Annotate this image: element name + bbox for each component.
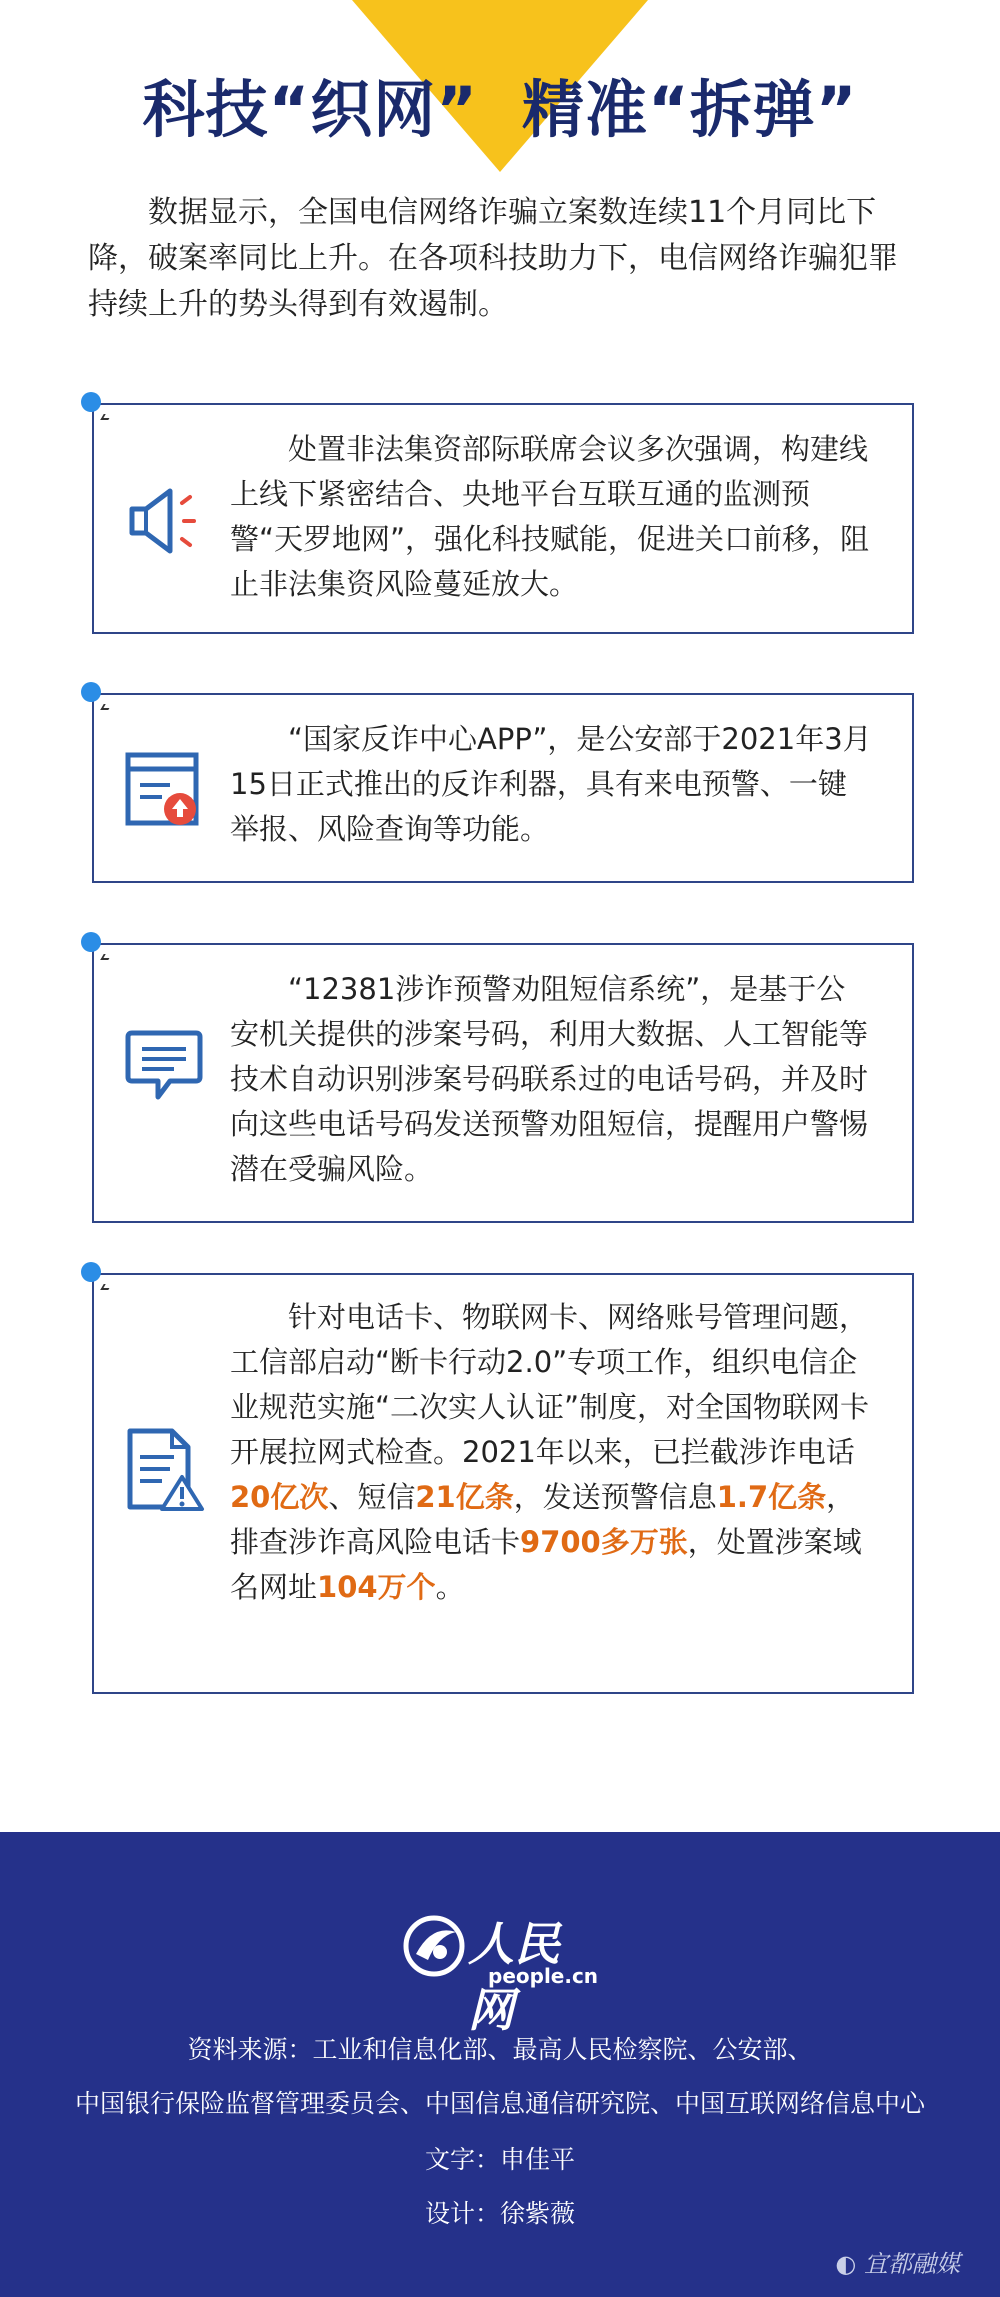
- app-upload-icon: [122, 749, 208, 833]
- watermark-icon: ◐: [835, 2250, 857, 2278]
- writer-credit: 文字：申佳平: [424, 2145, 575, 2174]
- title-part-2: 精准“拆弹”: [522, 73, 858, 146]
- card-bullet-tick: [100, 414, 111, 420]
- card-bullet-dot: [81, 392, 101, 412]
- card-bullet-tick: [100, 704, 111, 710]
- card-bullet-dot: [81, 932, 101, 952]
- highlight-statistic: 1.7亿条: [716, 1480, 827, 1514]
- megaphone-icon: [122, 479, 206, 563]
- footer: [0, 1832, 1000, 2297]
- people-cn-logo: [402, 1914, 602, 2037]
- designer-credit: 设计：徐紫薇: [424, 2199, 575, 2228]
- sources-line-2: 中国银行保险监督管理委员会、中国信息通信研究院、中国互联网络信息中心: [74, 2089, 925, 2118]
- logo-text: 人民网: [468, 1917, 560, 2037]
- card-bullet-tick: [100, 1284, 111, 1290]
- card-bullet-tick: [100, 954, 111, 960]
- card-text: [230, 1295, 874, 1610]
- card-text: 处置非法集资部际联席会议多次强调，构建线上线下紧密结合、央地平台互联互通的监测预警“天罗地网”，强化科技赋能，促进关口前移，阻止非法集资风险蔓延放大。: [230, 432, 870, 601]
- logo-domain: people.cn: [488, 1964, 599, 1988]
- highlight-statistic: 104万个: [317, 1570, 436, 1604]
- card-text: “国家反诈中心APP”，是公安部于2021年3月15日正式推出的反诈利器，具有来电预警、一键举报、风险查询等功能。: [230, 722, 872, 846]
- message-bubble-icon: [122, 1025, 208, 1111]
- highlight-statistic: 21亿条: [415, 1480, 514, 1514]
- card-text-segment: 针对电话卡、物联网卡、网络账号管理问题，工信部启动“断卡行动2.0”专项工作，组织电信企业规范实施“二次实人认证”制度，对全国物联网卡开展拉网式检查。2021年以来，已拦截涉诈电话: [230, 1300, 870, 1469]
- page-title: [0, 60, 1000, 149]
- sources-line-1: 资料来源：工业和信息化部、最高人民检察院、公安部、: [187, 2035, 813, 2064]
- people-cn-logo-emblem: [402, 1914, 466, 1978]
- card-text-segment: ，处置涉案域名网址: [230, 1525, 862, 1604]
- watermark: [835, 2244, 960, 2279]
- info-card-illegal-fundraising: [92, 403, 914, 634]
- card-text: “12381涉诈预警劝阻短信系统”，是基于公安机关提供的涉案号码，利用大数据、人工智能等技术自动识别涉案号码联系过的电话号码，并及时向这些电话号码发送预警劝阻短信，提醒用户警惕潜在受骗风险。: [230, 972, 869, 1186]
- watermark-text: 宜都融媒: [864, 2250, 960, 2278]
- card-bullet-dot: [81, 682, 101, 702]
- document-warning-icon: [122, 1425, 208, 1515]
- card-text-segment: 。: [435, 1570, 465, 1604]
- info-card-sms-warning-system: [92, 943, 914, 1223]
- intro-paragraph: 数据显示，全国电信网络诈骗立案数连续11个月同比下降，破案率同比上升。在各项科技助力下，电信网络诈骗犯罪持续上升的势头得到有效遏制。: [88, 195, 898, 322]
- card-text-segment: ，排查涉诈高风险电话卡: [230, 1480, 856, 1559]
- info-card-card-cutting-operation: [92, 1273, 914, 1694]
- highlight-statistic: 20亿次: [230, 1480, 329, 1514]
- card-text-segment: ，发送预警信息: [513, 1480, 717, 1514]
- card-bullet-dot: [81, 1262, 101, 1282]
- info-card-anti-fraud-app: [92, 693, 914, 883]
- card-text-segment: 、短信: [328, 1480, 416, 1514]
- highlight-statistic: 9700多万张: [520, 1525, 688, 1559]
- title-part-1: 科技“织网”: [142, 73, 478, 146]
